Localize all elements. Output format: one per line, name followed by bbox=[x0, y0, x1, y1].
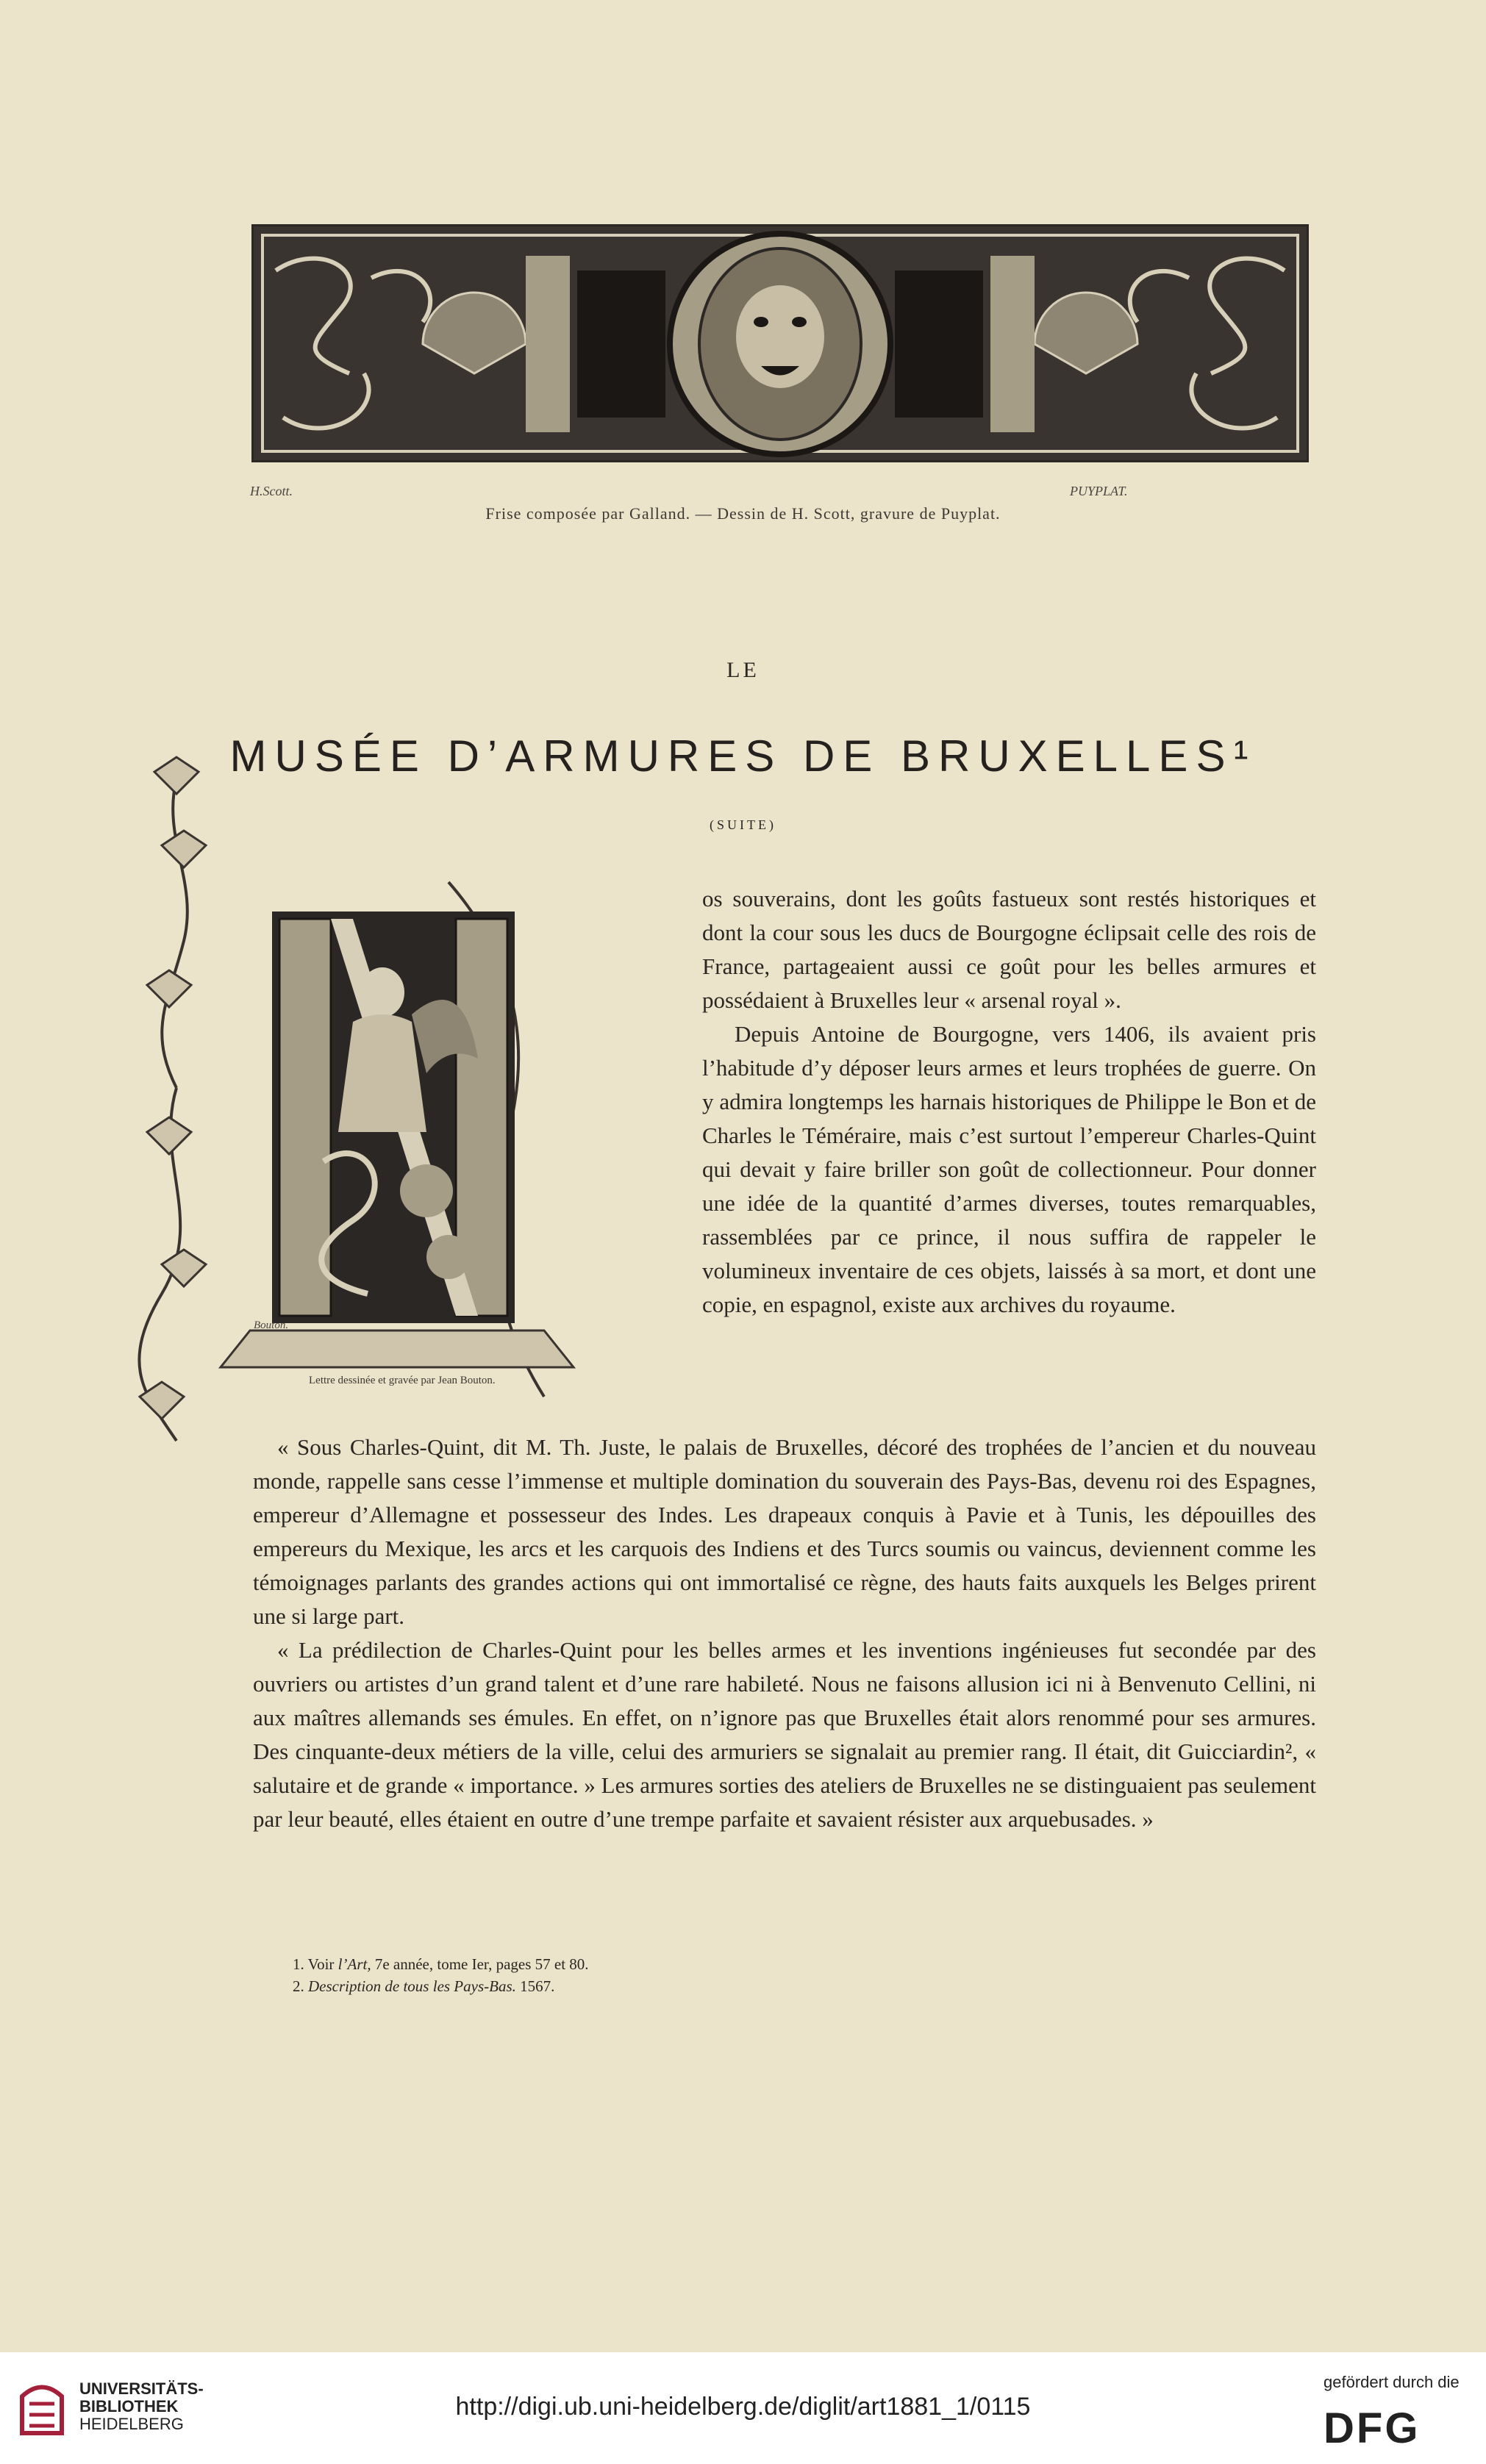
footnote-italic: l’Art, bbox=[337, 1955, 371, 1973]
initial-caption: Lettre dessinée et gravée par Jean Bouton. bbox=[309, 1375, 496, 1386]
footnote-text: 1567. bbox=[515, 1977, 555, 1995]
library-name-line: BIBLIOTHEK bbox=[79, 2397, 179, 2415]
source-url-link[interactable]: http://digi.ub.uni-heidelberg.de/diglit/art1881_1/0115 bbox=[455, 2393, 1031, 2421]
paragraph: Depuis Antoine de Bourgogne, vers 1406, ils avaient pris l’habitude d’y déposer leurs armes et leurs trophées de guerre. On y admira longtemps les harnais historiques de Philippe le Bon et de Charles le Téméraire, mais c’est surtout l’empereur Charles-Quint qui devait y faire briller son goût de collectionneur. Pour donner une idée de la quantité d’armes diverses, toutes remarquables, rassemblées par ce prince, il nous suffira de rappeler le volumineux inventaire de ces objets, laissés à sa mort, et dont une copie, en espagnol, existe aux archives du royaume. bbox=[702, 1021, 1316, 1317]
article-kicker: LE bbox=[726, 658, 760, 682]
footnote-text: 2. bbox=[293, 1977, 308, 1995]
paragraph: « Sous Charles-Quint, dit M. Th. Juste, le palais de Bruxelles, décoré des trophées de l’ancien et du nouveau monde, rappelle sans cesse l’immense et multiple domination du souverain des Pays-Bas, devenu roi des Espagnes, empereur d’Allemagne et possesseur des Indes. Les drapeaux conquis à Pavie et à Tunis, les dépouilles des empereurs du Mexique, les arcs et les carquois des Indiens et des Turcs soumis ou vaincus, deviennent comme les témoignages parlants des grandes actions qui ont immortalisé ce règne, des hauts faits auxquels les Belges prirent une si large part. bbox=[253, 1434, 1316, 1629]
body-text bbox=[253, 1430, 1316, 1836]
paragraph: os souverains, dont les goûts fastueux sont restés historiques et dont la cour sous les ducs de Bourgogne éclipsait celle des rois de France, partageaient aussi ce goût pour les belles armures et possédaient à Bruxelles leur « arsenal royal ». bbox=[702, 886, 1316, 1013]
frieze-engraving bbox=[251, 224, 1309, 462]
illuminated-initial-letter bbox=[132, 750, 691, 1463]
footnote-text: 7e année, tome Ier, pages 57 et 80. bbox=[371, 1955, 589, 1973]
initial-signature: Bouton. bbox=[254, 1319, 289, 1331]
dfg-logo: DFG bbox=[1324, 2404, 1421, 2452]
funding-label: gefördert durch die bbox=[1324, 2373, 1460, 2391]
library-name-line: HEIDELBERG bbox=[79, 2415, 184, 2433]
article-subtitle: (SUITE) bbox=[710, 817, 776, 832]
footnote-1 bbox=[293, 1953, 589, 1975]
frieze-signature-left: H.Scott. bbox=[250, 484, 293, 498]
library-name-line: UNIVERSITÄTS- bbox=[79, 2379, 204, 2398]
footnotes bbox=[293, 1953, 589, 1997]
footnote-2 bbox=[293, 1975, 589, 1997]
column-text bbox=[702, 882, 1316, 1322]
paragraph: « La prédilection de Charles-Quint pour les belles armes et les inventions ingénieuses fut secondée par des ouvriers ou artistes d’un grand talent et d’une rare habileté. Nous ne faisons allusion ici ni à Benvenuto Cellini, ni aux maîtres allemands ses émules. En effet, on n’ignore pas que Bruxelles était alors renommé pour ses armures. Des cinquante-deux métiers de la ville, celui des armuriers se signalait au premier rang. Il était, dit Guicciardin², « salutaire et de grande « importance. » Les armures sorties des ateliers de Bruxelles ne se distinguaient pas seulement par leur beauté, elles étaient en outre d’une trempe parfaite et savaient résister aux arquebusades. » bbox=[253, 1637, 1316, 1832]
article-title: MUSÉE D’ARMURES DE BRUXELLES¹ bbox=[229, 731, 1257, 781]
frieze-caption: Frise composée par Galland. — Dessin de H. Scott, gravure de Puyplat. bbox=[485, 504, 1001, 523]
frieze-signature-right: PUYPLAT. bbox=[1070, 484, 1128, 498]
footnote-italic: Description de tous les Pays-Bas. bbox=[308, 1977, 516, 1995]
footnote-text: 1. Voir bbox=[293, 1955, 338, 1973]
